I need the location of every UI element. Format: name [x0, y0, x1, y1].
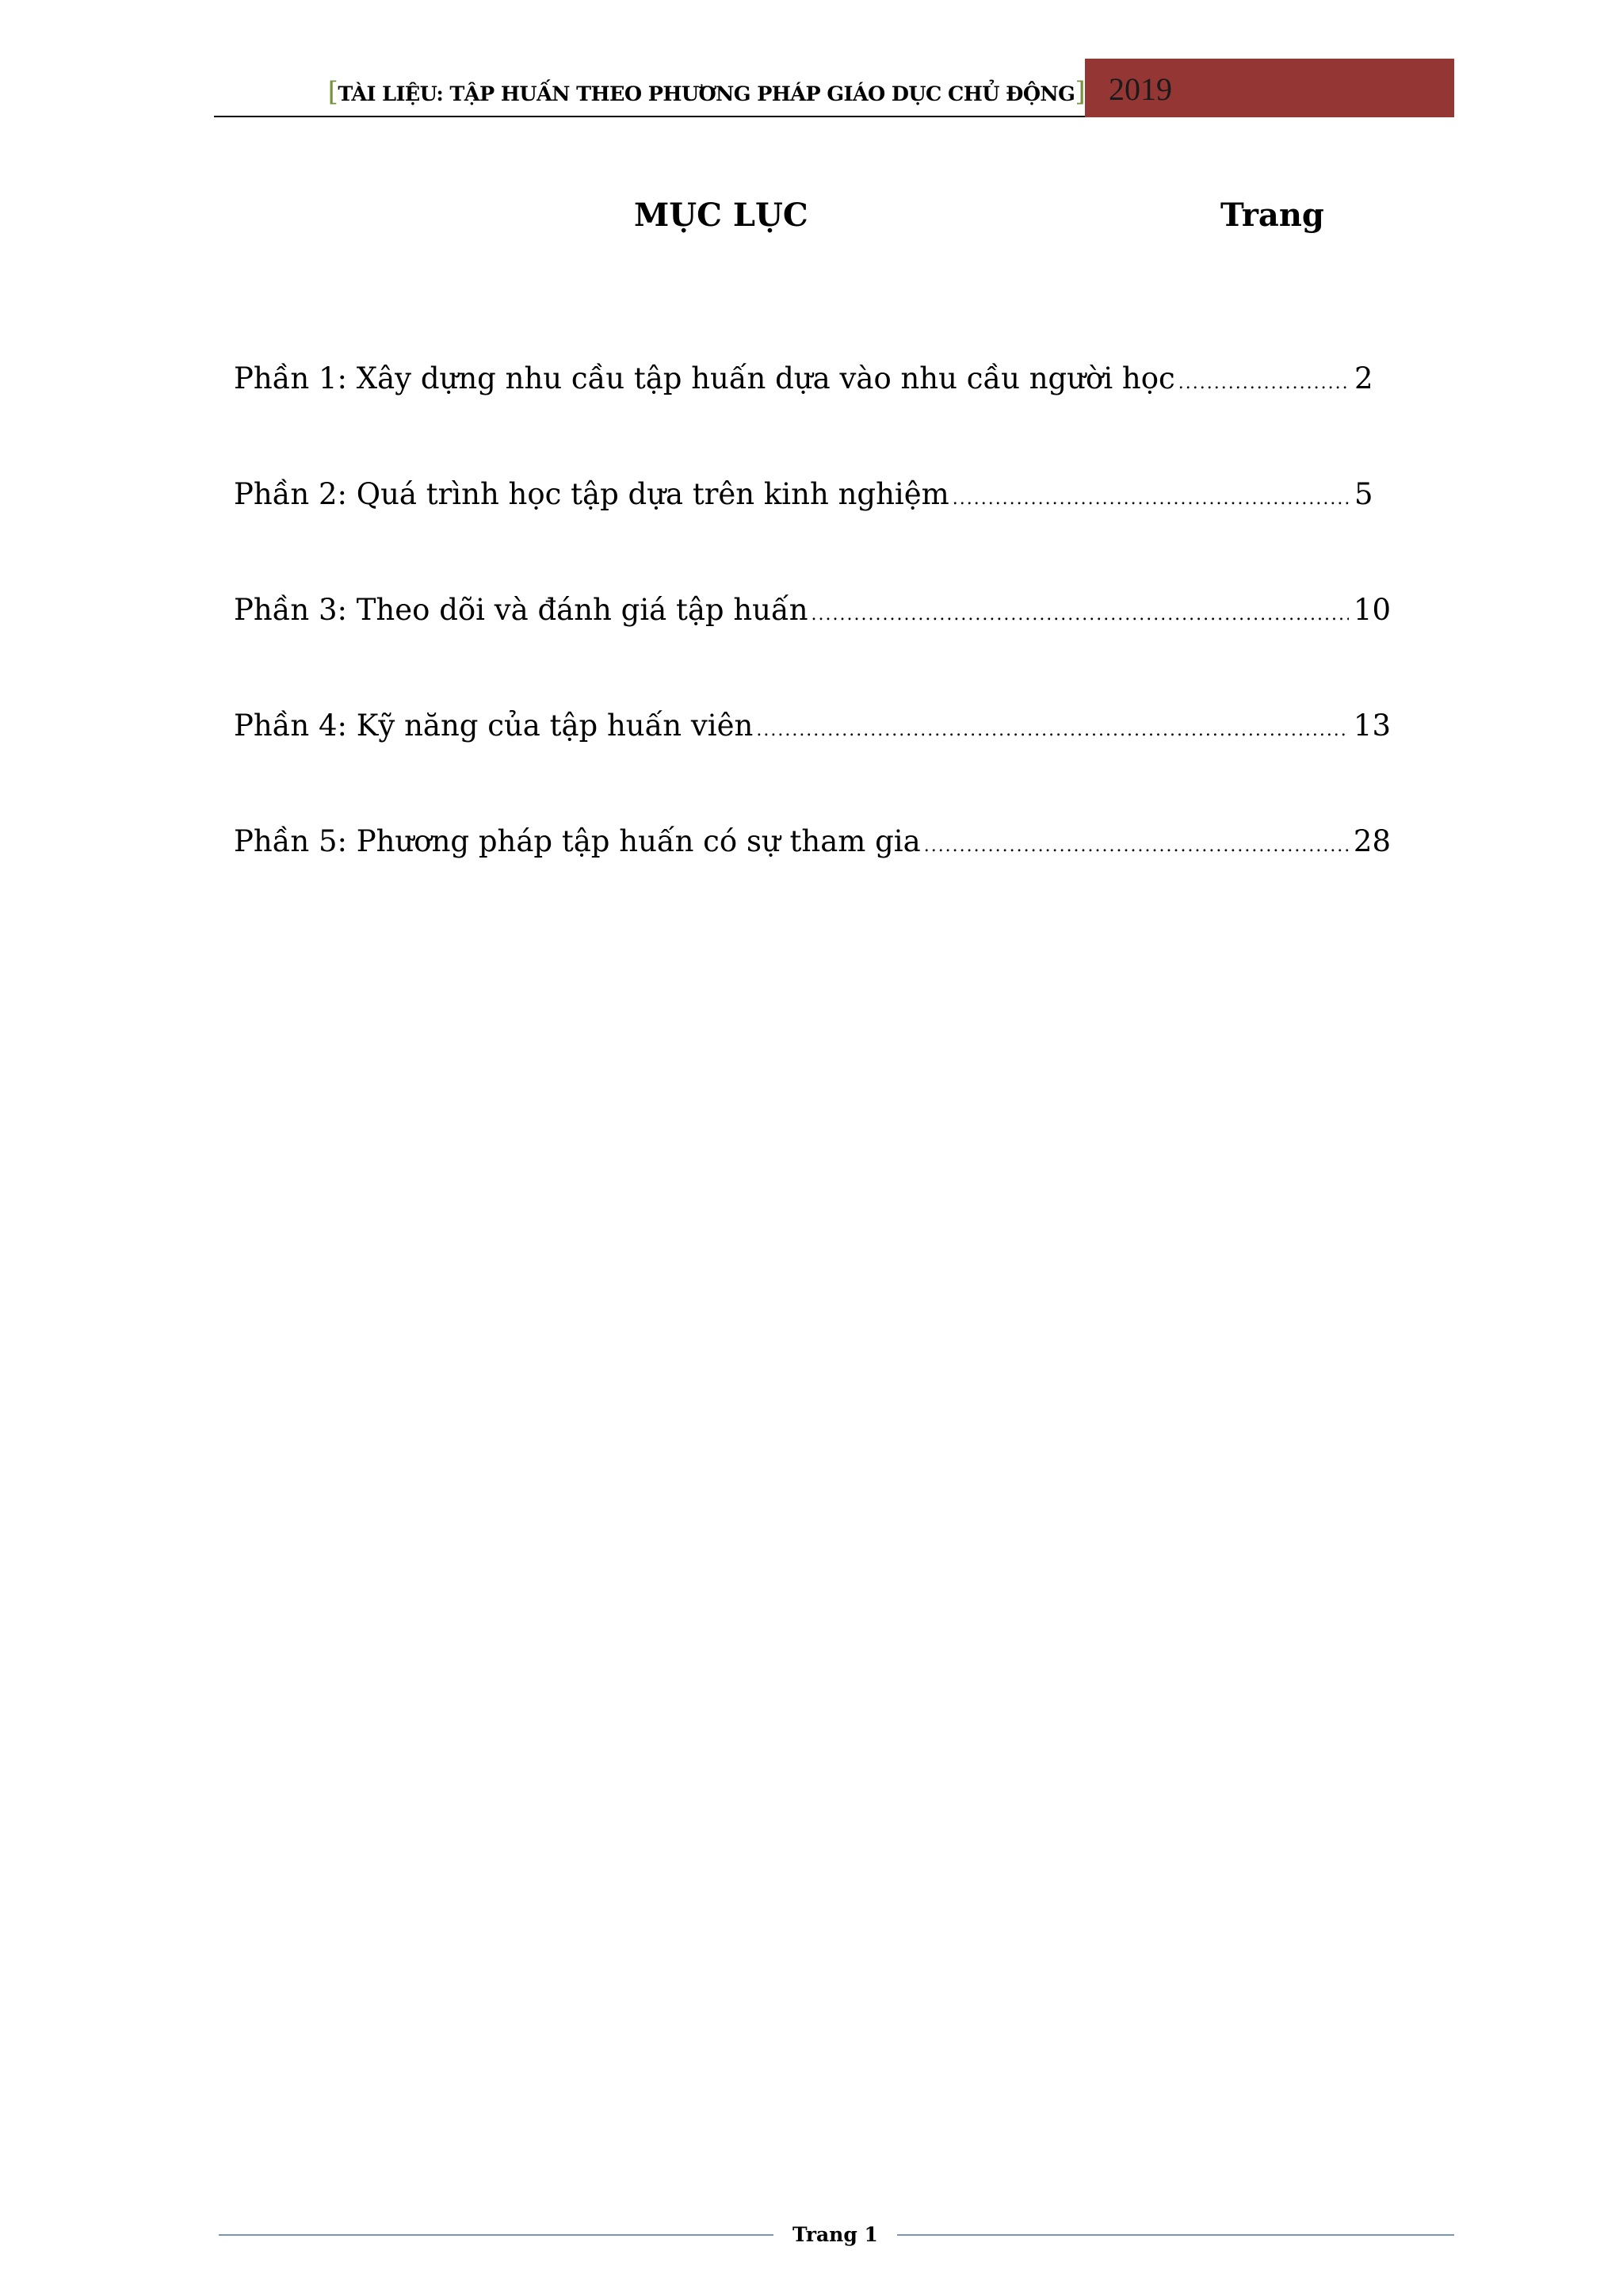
toc-dot-leader — [756, 705, 1349, 756]
toc-list — [234, 353, 1391, 932]
toc-entry-page: 5 — [1354, 477, 1373, 511]
toc-dot-leader — [1178, 358, 1350, 409]
toc-entry-page: 10 — [1353, 593, 1391, 627]
toc-entry-part-1[interactable] — [234, 353, 1391, 469]
toc-entry-label: Phần 5: Phương pháp tập huấn có sự tham gia — [234, 824, 921, 858]
toc-entry-part-2[interactable] — [234, 469, 1391, 585]
footer-rule-right — [897, 2234, 1454, 2236]
header-year-box — [1085, 59, 1454, 117]
footer-rule-left — [219, 2234, 773, 2236]
toc-entry-label: Phần 1: Xây dựng nhu cầu tập huấn dựa vào nhu cầu người học — [234, 361, 1175, 395]
toc-dot-leader — [953, 474, 1350, 525]
toc-entry-part-4[interactable] — [234, 701, 1391, 816]
toc-title: MỤC LỤC — [634, 197, 808, 234]
header-title-text: TÀI LIỆU: TẬP HUẤN THEO PHƯƠNG PHÁP GIÁO DỤC CHỦ ĐỘNG — [338, 82, 1075, 106]
toc-entry-label: Phần 2: Quá trình học tập dựa trên kinh nghiệm — [234, 477, 949, 511]
toc-entry-part-5[interactable] — [234, 816, 1391, 932]
header-year: 2019 — [1109, 71, 1172, 107]
toc-entry-page: 2 — [1354, 361, 1373, 395]
header-bracket-open: [ — [327, 76, 338, 108]
toc-entry-page: 28 — [1353, 824, 1391, 858]
toc-dot-leader — [924, 821, 1349, 872]
toc-entry-label: Phần 4: Kỹ năng của tập huấn viên — [234, 709, 754, 743]
toc-entry-label: Phần 3: Theo dõi và đánh giá tập huấn — [234, 593, 808, 627]
page-header — [214, 59, 1454, 117]
toc-entry-part-3[interactable] — [234, 585, 1391, 701]
toc-entry-page: 13 — [1353, 709, 1391, 743]
header-title — [214, 59, 1085, 116]
header-rule — [214, 116, 1085, 117]
header-bracket-close: ] — [1075, 76, 1085, 108]
toc-dot-leader — [812, 590, 1349, 640]
toc-page-heading: Trang — [1220, 197, 1324, 234]
footer-page-number: Trang 1 — [792, 2223, 878, 2246]
